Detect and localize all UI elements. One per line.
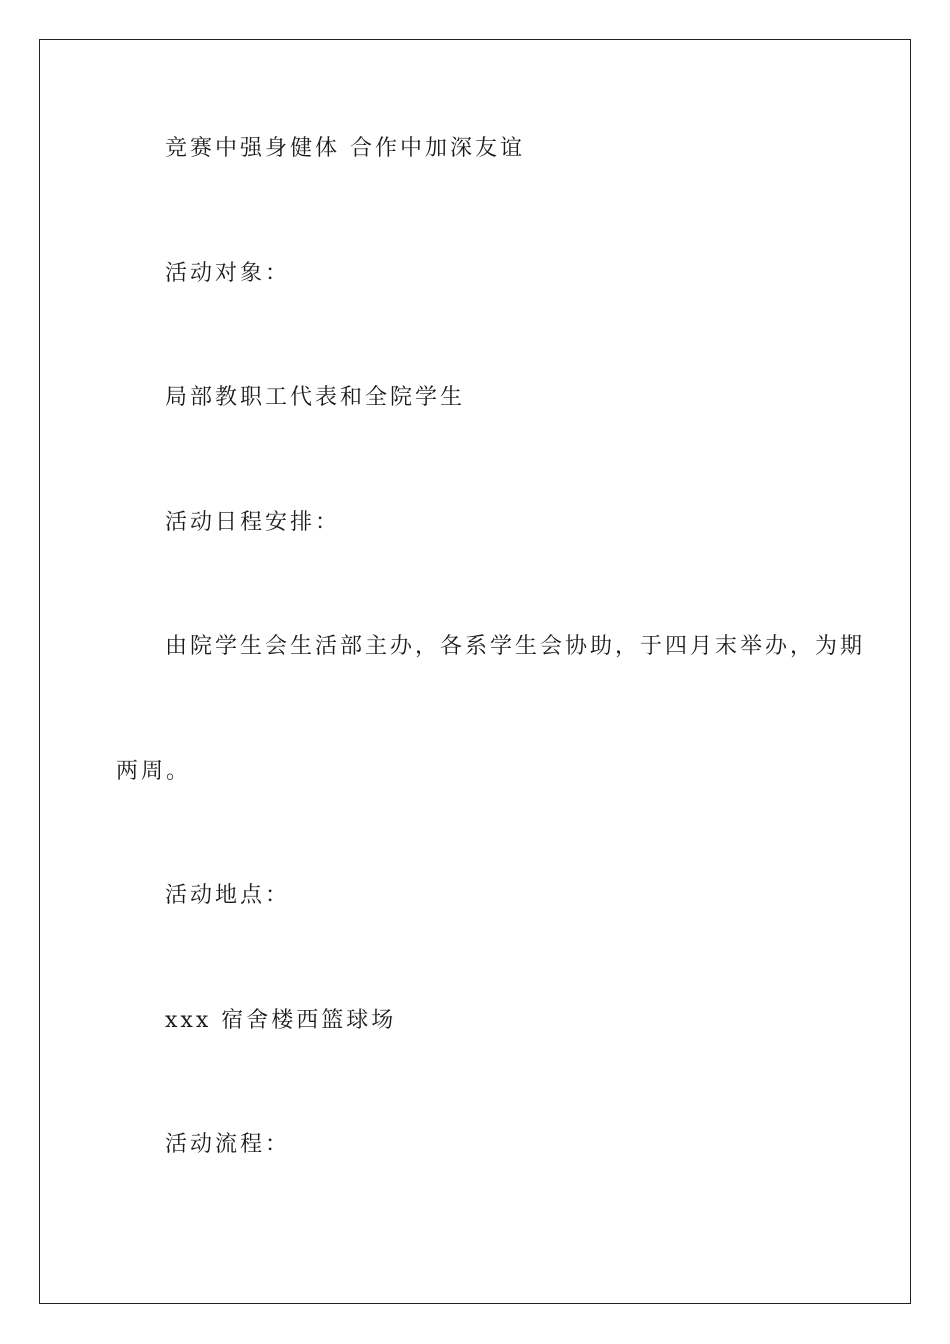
target-text: 局部教职工代表和全院学生 [165, 385, 466, 410]
process-heading: 活动流程： [165, 1132, 291, 1157]
schedule-text: 由院学生会生活部主办，各系学生会协助，于四月末举办，为期 [165, 634, 866, 659]
target-heading: 活动对象： [165, 261, 291, 286]
slogan-line: 竞赛中强身健体 合作中加深友谊 [165, 136, 525, 161]
schedule-heading: 活动日程安排： [165, 510, 341, 535]
location-text: xxx 宿舍楼西篮球场 [165, 1008, 397, 1033]
schedule-text-continued: 两周。 [116, 759, 192, 784]
location-heading: 活动地点： [165, 883, 291, 908]
page-border [39, 39, 911, 1304]
